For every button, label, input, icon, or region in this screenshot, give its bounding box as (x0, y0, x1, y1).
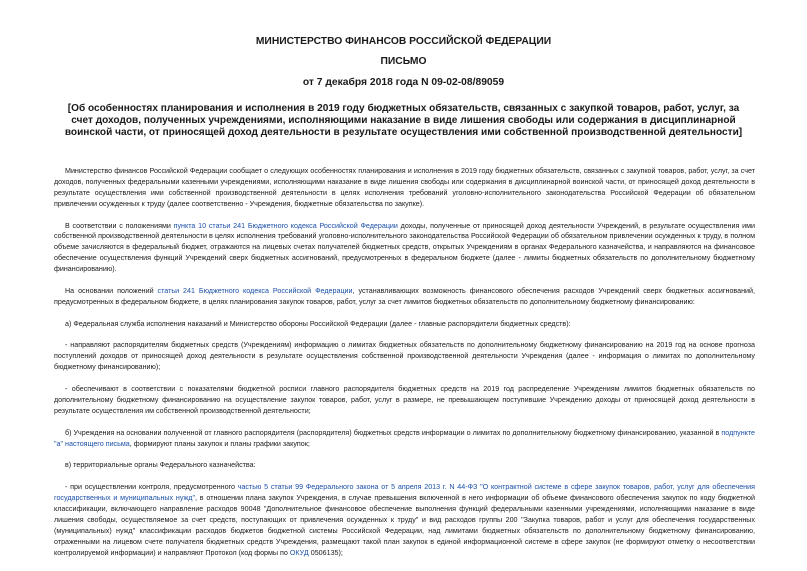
link-federal-law-44fz-article-99[interactable]: частью 5 статьи 99 Федерального закона от 5 апреля 2013 г. N 44-ФЗ "О контрактной системе в сфере закупок товаров, работ, услуг для обеспечения государственных и муниципальных нужд" (54, 483, 755, 503)
paragraph-item-b: б) Учреждения на основании полученной от главного распорядителя (распорядителя) бюджетных средств информации о лимитах по дополнительному бюджетному финансированию, указанной в подпункте "а" настоящего письма, формируют планы закупок и планы графики закупок; (54, 428, 755, 448)
paragraph-item-v: в) территориальные органы Федерального казначейства: (65, 461, 256, 470)
paragraph-item-v-point-1: - при осуществлении контроля, предусмотренного частью 5 статьи 99 Федерального закона от 5 апреля 2013 г. N 44-ФЗ "О контрактной системе в сфере закупок товаров, работ, услуг для обеспечения государственных и муниципальных нужд", в отношении плана закупок Учреждения, в случае превышения включенной в него информации об объеме финансового обеспечения закупок по коду бюджетной классификации, включающего направление расходов 90048 "Дополнительное финансовое обеспечение выполнения функций федеральными казенными учреждениями, исполняющими наказание в виде лишения свободы, осуществляемое за счет средств, поступающих от привлечения осужденных к труду" и вид расходов группы 200 "Закупка товаров, работ и услуг для обеспечения государственных (муниципальных) нужд" классификации расходов бюджетов бюджетной системы Российской Федерации, над лимитами бюджетных обязательств по дополнительному бюджетному финансированию, отраженными на лицевом счете получателя бюджетных средств Учреждения, размещают такой план закупок в единой информационной системе в сфере закупок (не формируют отметку о несоответствии контролируемой информации) и направляют Протокол (код формы по ОКУД 0506135); (54, 483, 755, 557)
paragraph-item-a-point-1: - направляют распорядителям бюджетных средств (Учреждениям) информацию о лимитах бюджетных обязательств по дополнительному бюджетному финансированию на 2019 год на основе прогноза поступлений доходов от приносящей доход деятельности в результате осуществления собственной производственной деятельности Учреждения (далее - информация о лимитах по дополнительному бюджетному финансированию); (54, 341, 755, 372)
paragraph-item-a-point-2: - обеспечивают в соответствии с показателями бюджетной росписи главного распорядителя бюджетных средств на 2019 год распределение Учреждениям лимитов бюджетных обязательств по дополнительному бюджетному финансированию на осуществление закупок товаров, работ, услуг в размере, не превышающем поступившие Учреждению доходы от приносящей доход деятельности в результате осуществления им собственной производственной деятельности; (54, 385, 755, 415)
link-subparagraph-a[interactable]: подпункте "а" настоящего письма (54, 428, 755, 448)
paragraph-item-a: а) Федеральная служба исполнения наказаний и Министерство обороны Российской Федерации (далее - главные распорядители бюджетных средств): (65, 319, 571, 328)
document-subject: [Об особенностях планирования и исполнения в 2019 году бюджетных обязательств, связанных с закупкой товаров, работ, услуг, за счет доходов, полученных учреждениями, исполняющими наказание в виде лишения свободы или содержания в дисциплинарной воинской части, от приносящей доход деятельности в результате осуществления ими собственной производственной деятельности] (64, 103, 743, 139)
paragraph-intro: Министерство финансов Российской Федерации сообщает о следующих особенностях планирования и исполнения в 2019 году бюджетных обязательств, связанных с закупкой товаров, работ, услуг, за счет доходов, полученных федеральными казенными учреждениями, исполняющими наказание в виде лишения свободы или содержания в дисциплинарной воинской части, от приносящей доход деятельности в результате осуществления ими собственной производственной деятельности в целях исполнения требований уголовно-исполнительного законодательства Российской Федерации об обязательном привлечении осужденных к труду (далее соответственно - Учреждения, бюджетные обязательства по закупке). (54, 167, 755, 208)
ministry-title: МИНИСТЕРСТВО ФИНАНСОВ РОССИЙСКОЙ ФЕДЕРАЦИИ (255, 36, 552, 47)
document-type: ПИСЬМО (380, 56, 427, 67)
paragraph-legal-basis: В соответствии с положениями пункта 10 статьи 241 Бюджетного кодекса Российской Федерации доходы, полученные от приносящей доход деятельности Учреждений, в результате осуществления ими собственной производственной деятельности в целях исполнения требований уголовно-исполнительного законодательства Российской Федерации об обязательном привлечении осужденных к труду, в полном объеме зачисляются в федеральный бюджет, отражаются на лицевых счетах получателей бюджетных средств, открытых Учреждениям в органах Федерального казначейства, и направляются на финансовое обеспечение осуществления функций Учреждений сверх бюджетных ассигнований, предусмотренных в федеральном бюджете (далее - лимиты бюджетных обязательств по дополнительному бюджетному финансированию). (54, 221, 755, 274)
document-date-number: от 7 декабря 2018 года N 09-02-08/89059 (302, 77, 505, 88)
paragraph-planning-basis: На основании положений статьи 241 Бюджетного кодекса Российской Федерации, устанавливающих возможность финансового обеспечения расходов Учреждений сверх бюджетных ассигнований, предусмотренных в федеральном бюджете, в целях планирования закупок товаров, работ, услуг за счет лимитов бюджетных обязательств по дополнительному бюджетному финансированию: (54, 286, 756, 306)
link-okud[interactable]: ОКУД (289, 548, 309, 557)
link-budget-code-article-241-item-10[interactable]: пункта 10 статьи 241 Бюджетного кодекса Российской Федерации (173, 221, 398, 230)
document-body (54, 166, 755, 569)
link-budget-code-article-241[interactable]: статьи 241 Бюджетного кодекса Российской Федерации (157, 286, 353, 295)
